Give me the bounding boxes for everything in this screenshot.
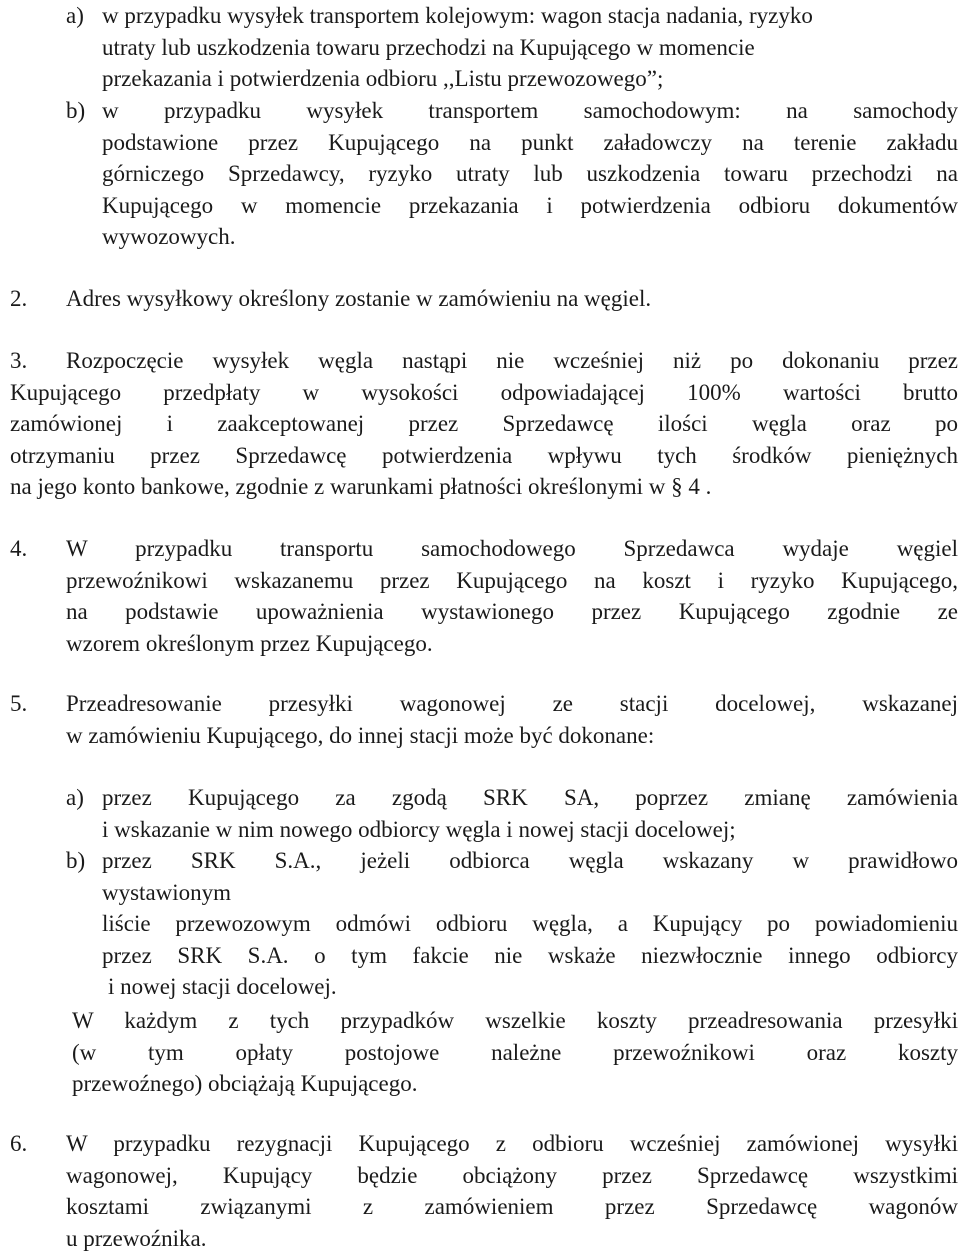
- paragraph-number: 6.: [10, 1131, 28, 1156]
- paragraph-text: [66, 283, 958, 315]
- list-marker: a): [66, 785, 84, 810]
- text-line: w zamówieniu Kupującego, do innej stacji może być dokonane:: [66, 722, 655, 748]
- text-line: zamówionej i zaakceptowanej przez Sprzedawcę ilości węgla oraz po: [10, 411, 958, 436]
- list-marker: b): [66, 98, 86, 123]
- paragraph-number: 2.: [10, 286, 28, 311]
- text-line: Adres wysyłkowy określony zostanie w zamówieniu na węgiel.: [66, 286, 652, 311]
- text-line: utraty lub uszkodzenia towaru przechodzi na Kupującego w momencie: [102, 34, 755, 60]
- text-line: wywozowych.: [102, 224, 236, 249]
- text-line: wzorem określonym przez Kupującego.: [66, 630, 433, 656]
- list-marker: a): [66, 3, 84, 28]
- paragraph-text: [72, 1005, 958, 1100]
- list-item-text: [102, 0, 958, 95]
- paragraph-number: 5.: [10, 691, 28, 716]
- text-line: i nowej stacji docelowej.: [108, 974, 337, 999]
- text-line: otrzymaniu przez Sprzedawcę potwierdzenia wpływu tych środków pieniężnych: [10, 442, 958, 468]
- list-item-text: [102, 95, 958, 253]
- text-line: na podstawie upoważnienia wystawionego przez Kupującego zgodnie ze: [66, 599, 958, 624]
- text-line: na jego konto bankowe, zgodnie z warunkami płatności określonymi w § 4 .: [10, 474, 712, 499]
- text-line: u przewoźnika.: [66, 1225, 207, 1251]
- paragraph-number: 3.: [10, 348, 28, 373]
- text-line: kosztami związanymi z zamówieniem przez Sprzedawcę wagonów: [66, 1194, 958, 1219]
- text-line: przez SRK S.A. o tym fakcie nie wskaże niezwłocznie innego odbiorcy: [102, 942, 958, 968]
- text-line: wagonowej, Kupujący będzie obciążony przez Sprzedawcę wszystkimi: [66, 1162, 958, 1188]
- paragraph-text: [66, 688, 958, 751]
- text-line: Kupującego przedpłaty w wysokości odpowiadającej 100% wartości brutto: [10, 379, 958, 405]
- paragraph-text: [10, 345, 958, 377]
- text-line: w przypadku wysyłek transportem kolejowym: wagon stacja nadania, ryzyko: [102, 3, 813, 28]
- text-line: wystawionym: [102, 879, 232, 905]
- list-item-text: [102, 845, 958, 1003]
- text-line: Przeadresowanie przesyłki wagonowej ze stacji docelowej, wskazanej: [66, 691, 958, 716]
- list-marker: b): [66, 848, 86, 873]
- text-line: W przypadku rezygnacji Kupującego z odbioru wcześniej zamówionej wysyłki: [66, 1131, 958, 1156]
- text-line: W każdym z tych przypadków wszelkie koszty przeadresowania przesyłki: [72, 1008, 958, 1033]
- text-line: górniczego Sprzedawcy, ryzyko utraty lub uszkodzenia towaru przechodzi na: [102, 161, 958, 186]
- text-line: w przypadku wysyłek transportem samochodowym: na samochody: [102, 98, 958, 123]
- text-line: Rozpoczęcie wysyłek węgla nastąpi nie wcześniej niż po dokonaniu przez: [66, 348, 958, 373]
- text-line: liście przewozowym odmówi odbioru węgla, a Kupujący po powiadomieniu: [102, 911, 958, 936]
- text-line: i wskazanie w nim nowego odbiorcy węgla i nowej stacji docelowej;: [102, 816, 736, 842]
- paragraph-text: [10, 377, 958, 503]
- paragraph-number: 4.: [10, 536, 28, 561]
- text-line: przewoźnikowi wskazanemu przez Kupującego na koszt i ryzyko Kupującego,: [66, 567, 958, 593]
- text-line: (w tym opłaty postojowe należne przewoźnikowi oraz koszty: [72, 1039, 958, 1065]
- text-line: W przypadku transportu samochodowego Sprzedawca wydaje węgiel: [66, 536, 958, 561]
- paragraph-text: [66, 1128, 958, 1254]
- text-line: Kupującego w momencie przekazania i potwierdzenia odbioru dokumentów: [102, 192, 958, 218]
- text-line: przewoźnego) obciążają Kupującego.: [72, 1071, 418, 1096]
- paragraph-text: [66, 533, 958, 659]
- text-line: przekazania i potwierdzenia odbioru ,,Listu przewozowego”;: [102, 66, 664, 91]
- text-line: podstawione przez Kupującego na punkt załadowczy na terenie zakładu: [102, 129, 958, 155]
- text-line: przez SRK S.A., jeżeli odbiorca węgla wskazany w prawidłowo: [102, 848, 958, 873]
- list-item-text: [102, 782, 958, 845]
- text-line: przez Kupującego za zgodą SRK SA, poprzez zmianę zamówienia: [102, 785, 958, 810]
